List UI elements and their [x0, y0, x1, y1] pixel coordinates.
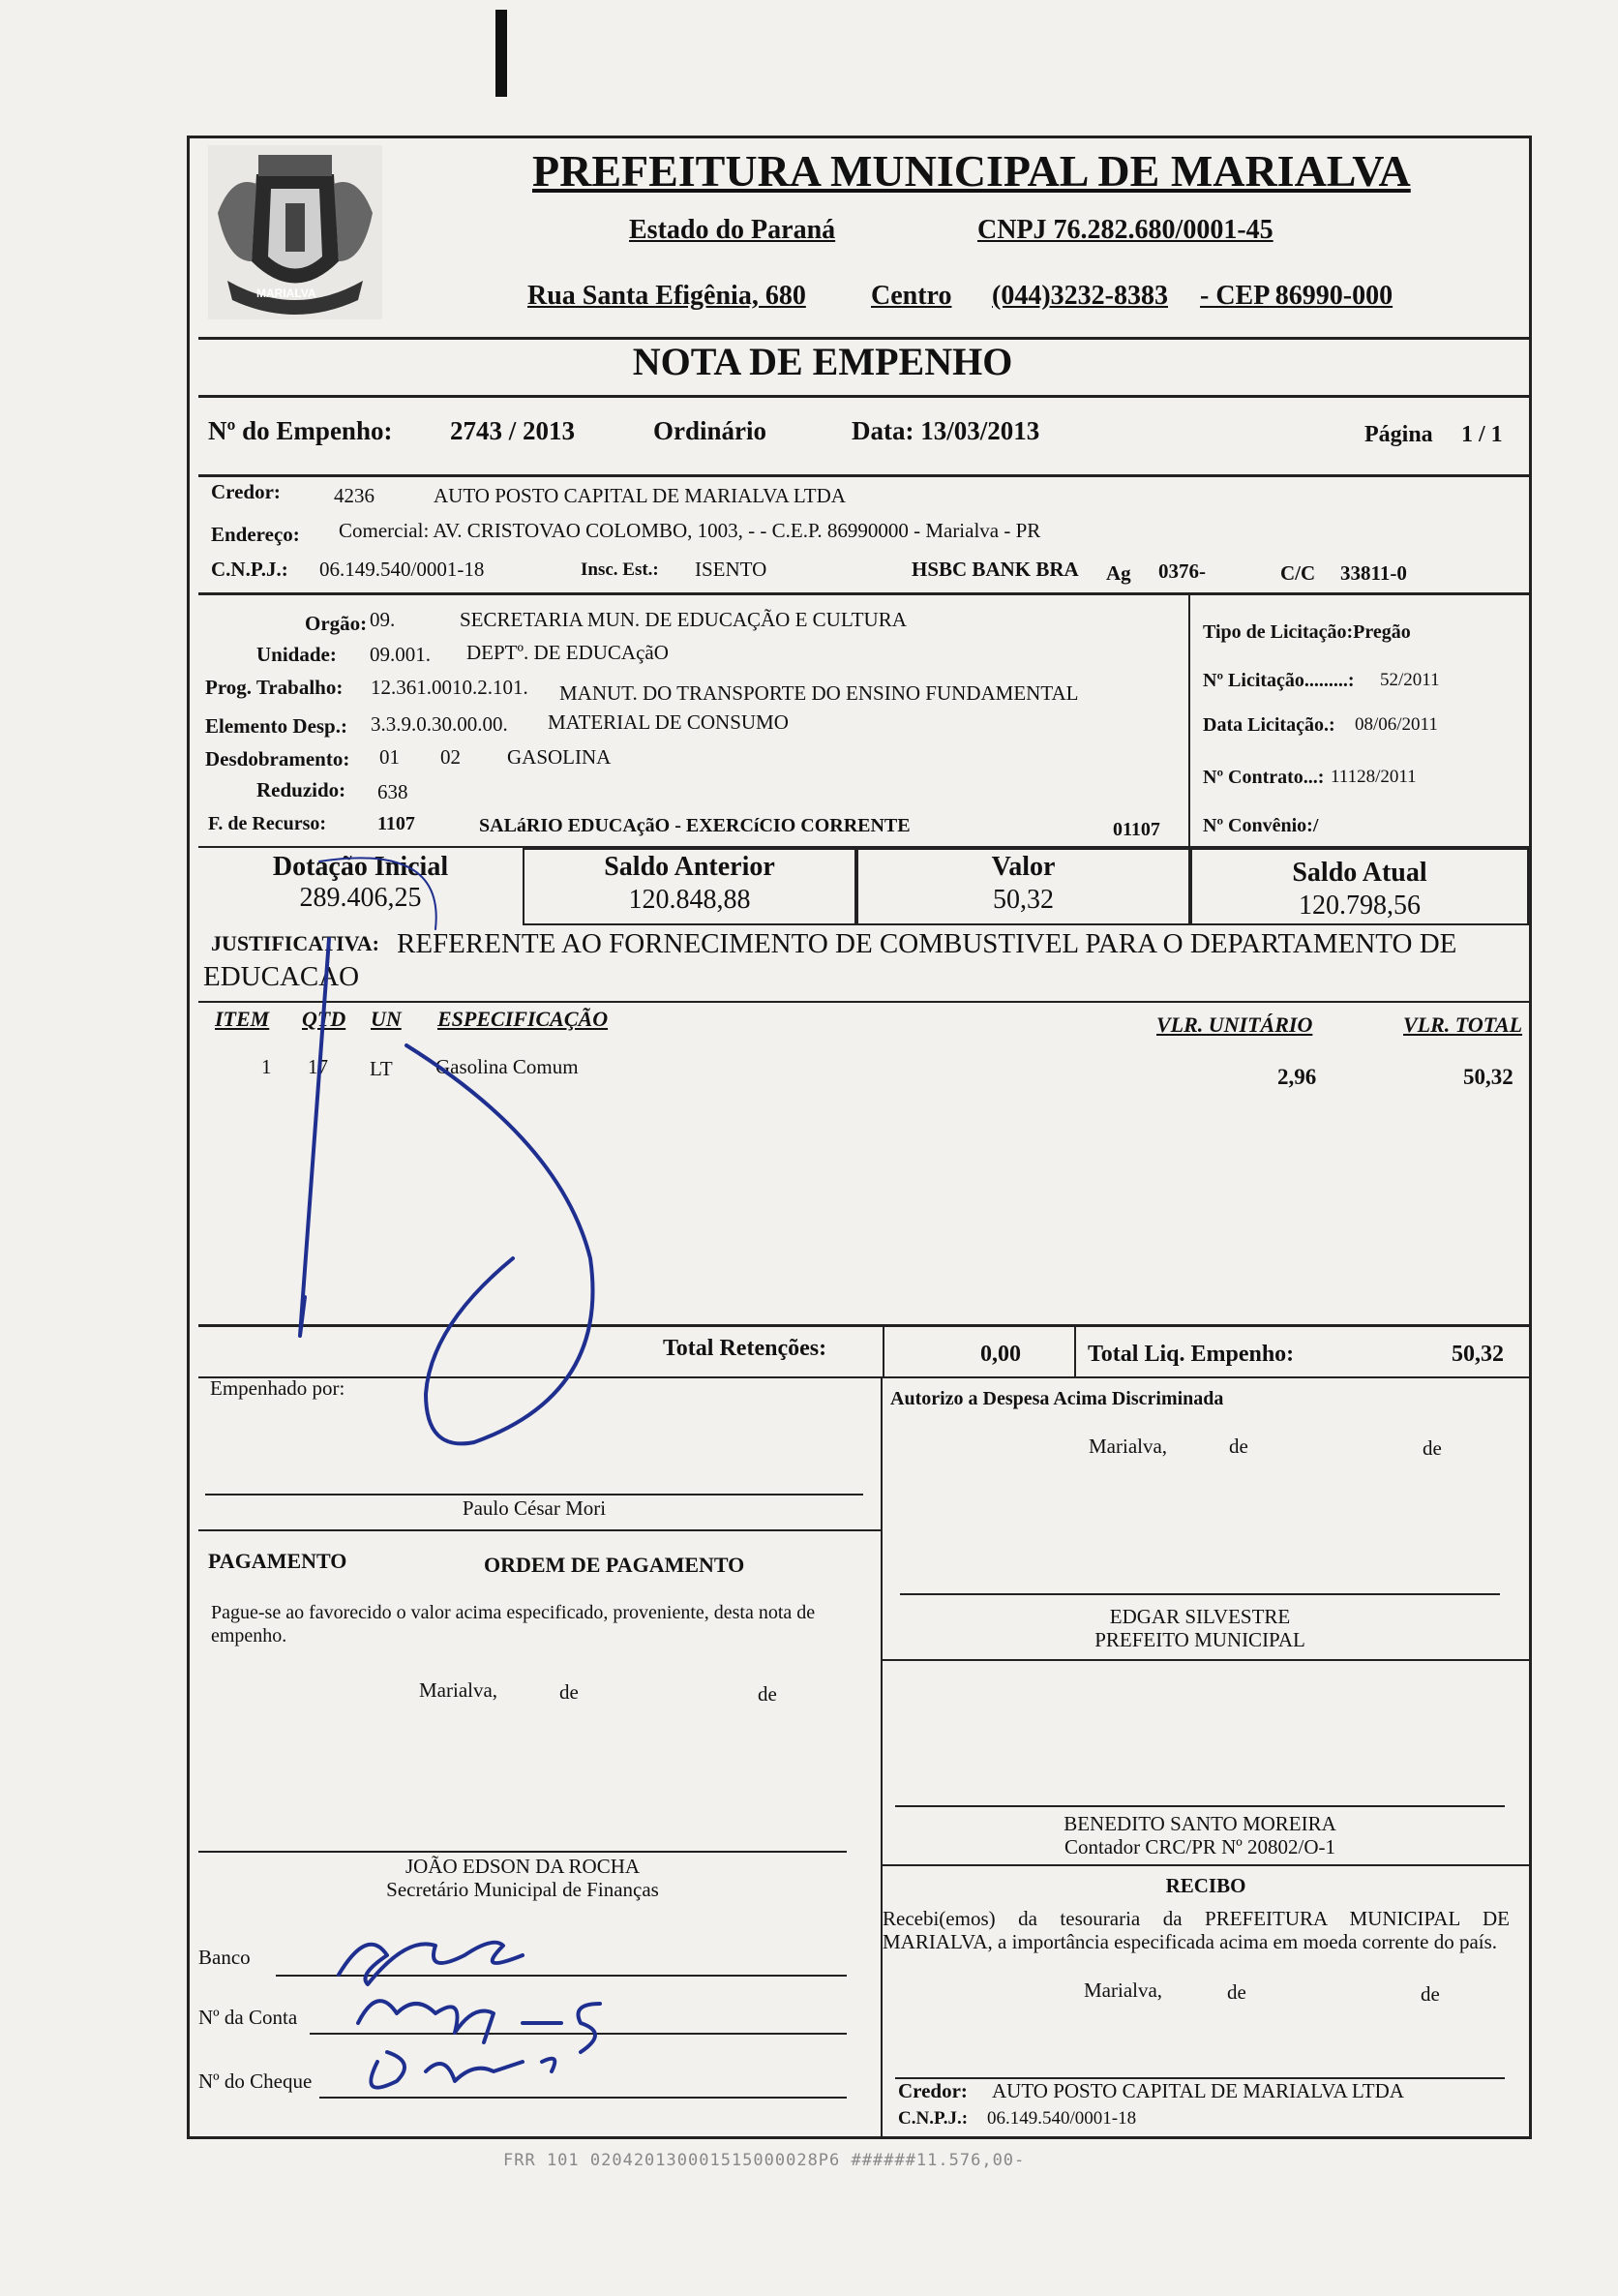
col-total: VLR. TOTAL — [1403, 1012, 1523, 1037]
data-licitacao-label: Data Licitação.: — [1203, 714, 1335, 736]
recibo-credor: AUTO POSTO CAPITAL DE MARIALVA LTDA — [992, 2079, 1404, 2102]
col-unit: VLR. UNITÁRIO — [1156, 1012, 1313, 1037]
data-licitacao: 08/06/2011 — [1355, 714, 1438, 735]
justificativa-text: REFERENTE AO FORNECIMENTO DE COMBUSTIVEL PARA O DEPARTAMENTO DE EDUCACAO — [203, 928, 1457, 992]
pagamento-label: PAGAMENTO — [208, 1549, 347, 1573]
page-number: 1 / 1 — [1461, 422, 1503, 447]
contador-role: Contador CRC/PR Nº 20802/O-1 — [1064, 1835, 1336, 1858]
liq-label: Total Liq. Empenho: — [1088, 1342, 1295, 1367]
coat-of-arms-icon — [198, 136, 392, 329]
col-un: UN — [371, 1007, 402, 1031]
orgao: SECRETARIA MUN. DE EDUCAÇÃO E CULTURA — [460, 608, 907, 631]
empenhado-label: Empenhado por: — [210, 1376, 345, 1400]
credor-name: AUTO POSTO CAPITAL DE MARIALVA LTDA — [434, 484, 846, 507]
rec-code: 1107 — [377, 813, 415, 834]
recibo-credor-label: Credor: — [898, 2079, 968, 2102]
rec-code2: 01107 — [1113, 819, 1160, 840]
justificativa-label: JUSTIFICATIVA: — [211, 931, 380, 955]
credor-code: 4236 — [334, 484, 375, 507]
col-item: ITEM — [215, 1007, 270, 1031]
num-licitacao: 52/2011 — [1380, 670, 1440, 690]
anterior: 120.848,88 — [628, 885, 751, 915]
cc-label: C/C — [1280, 561, 1316, 585]
ordem-label: ORDEM DE PAGAMENTO — [484, 1553, 745, 1577]
pagamento-de1: de — [559, 1680, 579, 1704]
elem-code: 3.3.9.0.30.00.00. — [371, 712, 508, 736]
cnpj-label: C.N.P.J.: — [211, 558, 288, 581]
recibo-de2: de — [1421, 1982, 1440, 2006]
dotacao: 289.406,25 — [299, 883, 422, 913]
recibo-de1: de — [1227, 1980, 1246, 2004]
scan-mark — [495, 10, 507, 97]
col-desc: ESPECIFICAÇÃO — [437, 1007, 609, 1031]
unidade: DEPTº. DE EDUCAçãO — [466, 641, 669, 664]
num-licitacao-label: Nº Licitação.........: — [1203, 670, 1355, 691]
conta-label: Nº da Conta — [198, 2006, 298, 2029]
phone: (044)3232-8383 — [992, 281, 1168, 311]
red: 638 — [377, 780, 408, 803]
empenho-label: Nº do Empenho: — [208, 416, 393, 445]
doc-title: NOTA DE EMPENHO — [632, 340, 1013, 383]
rec: SALáRIO EDUCAçãO - EXERCíCIO CORRENTE — [479, 815, 911, 836]
autorizo-de2: de — [1423, 1436, 1442, 1460]
secretario-role: Secretário Municipal de Finanças — [386, 1878, 659, 1901]
page-label: Página — [1364, 422, 1433, 447]
prog-code: 12.361.0010.2.101. — [371, 676, 528, 699]
ret-label: Total Retenções: — [663, 1336, 827, 1361]
bank: HSBC BANK BRA — [912, 558, 1079, 581]
address: Rua Santa Efigênia, 680 — [527, 281, 806, 311]
pagamento-de2: de — [758, 1682, 777, 1706]
recibo-text: Recebi(emos) da tesouraria da PREFEITURA MUNICIPAL DE MARIALVA, a importância especificada acima em moeda corrente do país. — [883, 1907, 1510, 1953]
row-un: LT — [370, 1057, 393, 1080]
header-cnpj: CNPJ 76.282.680/0001-45 — [977, 215, 1273, 245]
credor-address: Comercial: AV. CRISTOVAO COLOMBO, 1003, - - C.E.P. 86990000 - Marialva - PR — [339, 519, 1041, 542]
empenho-type: Ordinário — [653, 416, 767, 445]
handwritten-bank-signature-icon — [329, 1917, 639, 2100]
col-qtd: QTD — [302, 1007, 346, 1031]
orgao-label: Orgão: — [305, 612, 368, 635]
state: Estado do Paraná — [629, 215, 836, 245]
desd-label: Desdobramento: — [205, 747, 350, 770]
ret: 0,00 — [980, 1342, 1021, 1367]
anterior-label: Saldo Anterior — [604, 852, 775, 882]
contrato-label: Nº Contrato...: — [1203, 767, 1325, 788]
row-total: 50,32 — [1463, 1065, 1513, 1089]
ag: 0376- — [1158, 559, 1206, 583]
pagamento-place: Marialva, — [419, 1678, 498, 1702]
tipo-licitacao: Tipo de Licitação:Pregão — [1203, 621, 1411, 643]
ag-label: Ag — [1106, 561, 1131, 585]
recibo-place: Marialva, — [1084, 1979, 1163, 2002]
address-label: Endereço: — [211, 523, 300, 546]
district: Centro — [871, 281, 952, 311]
handwritten-d-mark-icon — [281, 852, 639, 1471]
unidade-label: Unidade: — [256, 643, 337, 666]
cheque-label: Nº do Cheque — [198, 2069, 313, 2093]
prefeito-role: PREFEITO MUNICIPAL — [1094, 1628, 1305, 1651]
autorizo-label: Autorizo a Despesa Acima Discriminada — [890, 1388, 1224, 1409]
desd: GASOLINA — [507, 745, 612, 769]
autorizo-place: Marialva, — [1089, 1435, 1168, 1458]
row-unit: 2,96 — [1277, 1065, 1317, 1089]
row-desc: Gasolina Comum — [435, 1055, 579, 1078]
elem: MATERIAL DE CONSUMO — [548, 710, 789, 734]
insc-label: Insc. Est.: — [581, 559, 659, 580]
unidade-code: 09.001. — [370, 643, 431, 666]
secretario-name: JOÃO EDSON DA ROCHA — [404, 1855, 641, 1878]
empenho-date: Data: 13/03/2013 — [852, 416, 1040, 445]
desd-b: 02 — [440, 745, 461, 769]
rec-label: F. de Recurso: — [208, 813, 327, 834]
recibo-cnpj-label: C.N.P.J.: — [898, 2108, 969, 2129]
red-label: Reduzido: — [256, 778, 346, 801]
orgao-code: 09. — [370, 608, 396, 631]
pagamento-text: Pague-se ao favorecido o valor acima especificado, proveniente, desta nota de empenho. — [211, 1602, 816, 1646]
footer-code: FRR 101 020420130001515000028P6 ######11.576,00- — [503, 2151, 1026, 2170]
credor-insc: ISENTO — [695, 558, 767, 581]
valor-label: Valor — [991, 852, 1056, 882]
dotacao-label: Dotação Inicial — [272, 852, 449, 882]
row-item: 1 — [261, 1055, 272, 1078]
credor-cnpj: 06.149.540/0001-18 — [319, 558, 485, 581]
row-qtd: 17 — [308, 1055, 328, 1078]
prog-label: Prog. Trabalho: — [205, 676, 344, 699]
cc: 33811-0 — [1340, 561, 1407, 585]
recibo-label: RECIBO — [1165, 1874, 1246, 1897]
empenho-number: 2743 / 2013 — [450, 416, 576, 445]
convenio: Nº Convênio:/ — [1203, 815, 1319, 836]
atual-label: Saldo Atual — [1292, 858, 1427, 888]
contrato: 11128/2011 — [1331, 767, 1417, 787]
desd-a: 01 — [379, 745, 400, 769]
empenhado-name: Paulo César Mori — [462, 1496, 607, 1520]
logo-text: MARIALVA — [256, 287, 316, 300]
credor-label: Credor: — [211, 480, 281, 503]
banco-label: Banco — [198, 1946, 251, 1969]
contador-name: BENEDITO SANTO MOREIRA — [1064, 1812, 1336, 1835]
autorizo-de1: de — [1229, 1435, 1248, 1458]
elem-label: Elemento Desp.: — [205, 714, 347, 738]
cep: - CEP 86990-000 — [1200, 281, 1393, 311]
recibo-cnpj: 06.149.540/0001-18 — [987, 2108, 1137, 2129]
liq: 50,32 — [1452, 1342, 1504, 1367]
atual: 120.798,56 — [1299, 891, 1421, 921]
prefeito-name: EDGAR SILVESTRE — [1109, 1605, 1291, 1628]
prog: MANUT. DO TRANSPORTE DO ENSINO FUNDAMENTAL — [559, 681, 1079, 705]
page-title: PREFEITURA MUNICIPAL DE MARIALVA — [532, 146, 1411, 196]
valor: 50,32 — [993, 885, 1054, 915]
